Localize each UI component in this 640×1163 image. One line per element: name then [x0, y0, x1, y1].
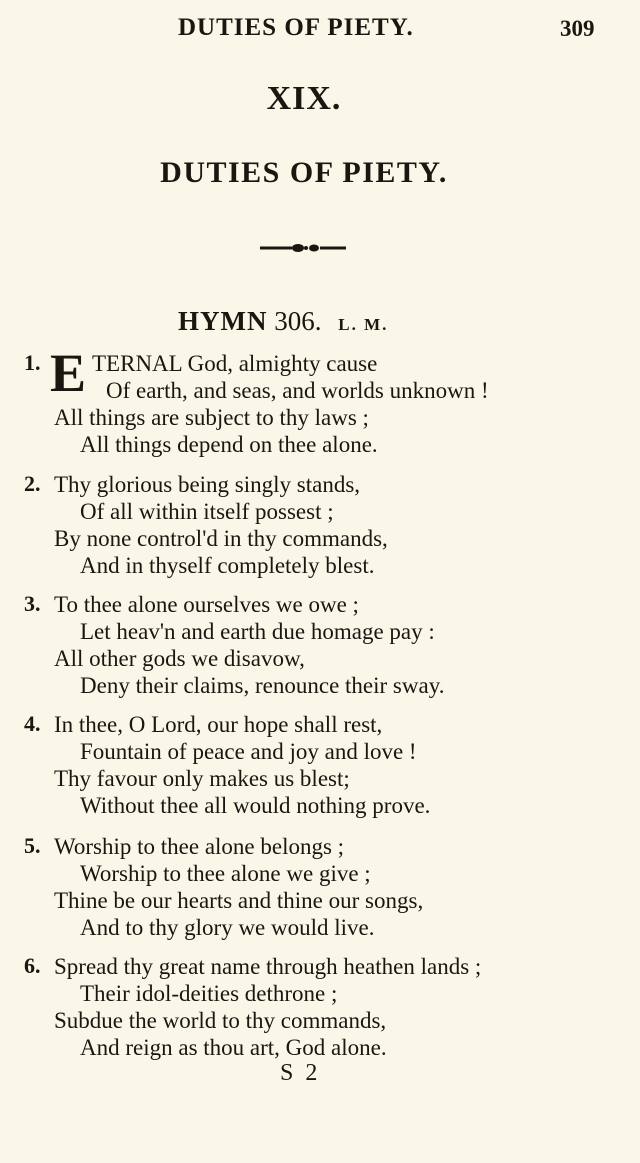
stanza-number: 5. — [24, 833, 41, 858]
ornament-divider-icon — [258, 240, 348, 256]
stanza-number: 4. — [24, 711, 41, 736]
verse-line: Of earth, and seas, and worlds unknown ! — [106, 378, 489, 403]
stanza-number: 3. — [24, 591, 41, 616]
drop-cap: E — [50, 343, 87, 403]
verse-line: And in thyself completely blest. — [80, 553, 375, 578]
verse-line: All things are subject to thy laws ; — [54, 405, 369, 430]
verse-line: Without thee all would nothing prove. — [80, 793, 431, 818]
verse-line: Spread thy great name through heathen lands ; — [54, 954, 482, 979]
verse-line: Thy favour only makes us blest; — [54, 766, 350, 791]
verse-line: Fountain of peace and joy and love ! — [80, 739, 417, 764]
verse-line: In thee, O Lord, our hope shall rest, — [54, 712, 383, 737]
verse-line: And to thy glory we would live. — [80, 915, 375, 940]
verse-line: And reign as thou art, God alone. — [80, 1035, 387, 1060]
hymn-meter: L. M. — [338, 315, 389, 334]
stanza-number: 1. — [24, 350, 41, 375]
verse-line: Worship to thee alone belongs ; — [54, 834, 345, 859]
stanza-number: 2. — [24, 471, 41, 496]
signature-mark: S 2 — [280, 1060, 321, 1086]
page-number: 309 — [560, 16, 595, 41]
verse-line: Thy glorious being singly stands, — [54, 472, 361, 497]
running-head — [0, 14, 640, 46]
stanza-number: 6. — [24, 953, 41, 978]
hymn-heading — [178, 306, 388, 337]
verse-line: To thee alone ourselves we owe ; — [54, 592, 359, 617]
verse-line: All other gods we disavow, — [54, 646, 305, 671]
verse-line: By none control'd in thy commands, — [54, 526, 388, 551]
verse-line: Subdue the world to thy commands, — [54, 1008, 387, 1033]
verse-line: TERNAL God, almighty cause — [92, 351, 378, 376]
verse-line: Of all within itself possest ; — [80, 499, 334, 524]
verse-line: All things depend on thee alone. — [80, 432, 378, 457]
running-head-title: DUTIES OF PIETY. — [178, 14, 414, 41]
verse-line: Worship to thee alone we give ; — [80, 861, 371, 886]
verse-line: Their idol-deities dethrone ; — [80, 981, 338, 1006]
section-title: DUTIES OF PIETY. — [160, 156, 448, 189]
verse-line: Deny their claims, renounce their sway. — [80, 673, 445, 698]
hymn-label: HYMN — [178, 306, 268, 336]
verse-line: Let heav'n and earth due homage pay : — [80, 619, 435, 644]
verse-line: Thine be our hearts and thine our songs, — [54, 888, 424, 913]
section-number: XIX. — [266, 80, 342, 117]
hymn-number: 306. — [274, 306, 322, 336]
